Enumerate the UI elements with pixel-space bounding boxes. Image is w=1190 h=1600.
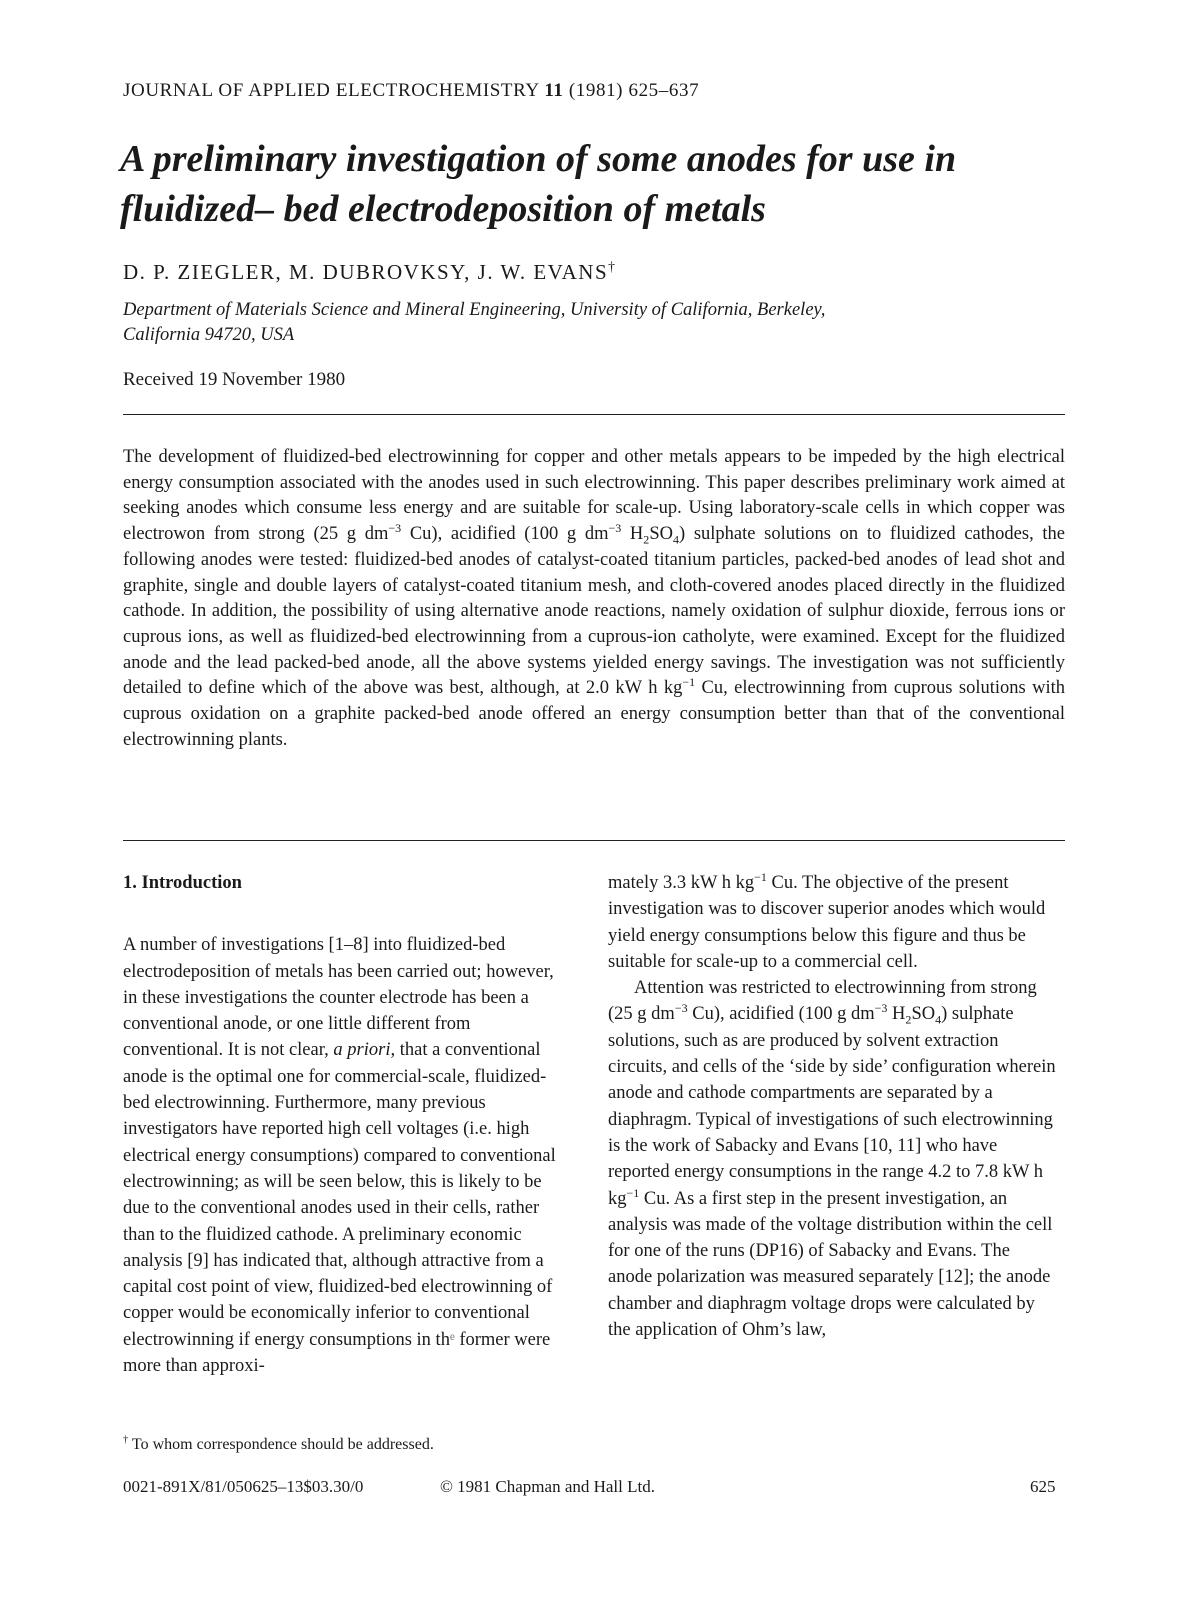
right-sup-4: −1: [626, 1185, 640, 1200]
journal-year-pages: (1981) 625–637: [568, 80, 700, 101]
abstract-text-1: The development of fluidized-bed electrowinning for copper and other metals appears to be impeded by the high electrical energy consumption associated with the anodes used in such electrowinning. This paper describes preliminary work aimed at seeking anodes which consume less energy and are suitable for scale-up. Using laboratory-scale cells in which copper was electrowon from strong (25 g dm: [123, 447, 1065, 545]
abstract-sub-2: 4: [672, 532, 679, 547]
intro-emphasis: a priori,: [333, 1040, 396, 1061]
footer-identifier: 0021-891X/81/050625–13$03.30/0: [123, 1477, 364, 1496]
author-names: D. P. ZIEGLER, M. DUBROVKSY, J. W. EVANS: [123, 260, 609, 284]
column-left: [123, 870, 571, 1379]
journal-header: [123, 80, 699, 102]
intro-paragraph-1: A number of investigations [1–8] into fluidized-bed electrodeposition of metals has been carried out; however, in these investigations the counter electrode has been a conventional anode, or one little different from conventional. It is not clear, a priori, that a conventional anode is the optimal one for commercial-scale, fluidized-bed electrowinning. Furthermore, many previous investigators have reported high cell voltages (i.e. high electrical energy consumptions) compared to conventional electrowinning; as will be seen below, this is likely to be due to the conventional anodes used in their cells, rather than to the fluidized cathode. A preliminary economic analysis [9] has indicated that, although attractive from a capital cost point of view, fluidized-bed electrowinning of copper would be economically inferior to conventional electrowinning if energy consumptions in thᵉ former were more than approxi-: [123, 935, 556, 1377]
right-text-1: mately 3.3 kW h kg: [608, 873, 755, 893]
abstract-sup-3: −1: [682, 675, 696, 690]
right-text-2: Cu. The objective of the present investigation was to discover superior anodes which would yield energy consumptions below this figure and thus be suitable for scale-up to a commercial cell.: [608, 873, 1046, 972]
received-date: Received 19 November 1980: [123, 369, 346, 390]
right-text-5: H: [887, 1004, 906, 1025]
affiliation-line-1: Department of Materials Science and Mineral Engineering, University of California, Berkeley,: [123, 300, 826, 320]
right-sup-3: −3: [874, 1001, 888, 1016]
abstract-sup-1: −3: [388, 520, 402, 535]
right-sub-2: 4: [935, 1013, 942, 1028]
abstract-sup-2: −3: [608, 520, 622, 535]
intro-text-3: former were more than approxi-: [123, 1329, 551, 1377]
intro-paragraph-2: [608, 975, 1056, 1343]
page-number: 625: [1030, 1477, 1056, 1496]
author-list: [123, 260, 616, 285]
intro-paragraph-1-cont: [608, 870, 1056, 975]
right-sub-1: 2: [905, 1013, 912, 1028]
author-dagger: †: [608, 259, 617, 274]
abstract-text-3: H: [621, 524, 644, 545]
title-line-2: fluidized– bed electrodeposition of metals: [120, 188, 766, 230]
journal-name: JOURNAL OF APPLIED ELECTROCHEMISTRY: [123, 80, 539, 101]
column-right: [608, 870, 1056, 1343]
right-text-7: ) sulphate solutions, such as are produced by solvent extraction circuits, and cells of the ‘side by side’ configuration wherein anode and cathode compartments are separated by a diaphragm. Typical of investigations of such electrowinning is the work of Sabacky and Evans [10, 11] who have reported energy consumptions in the range 4.2 to 7.8 kW h kg: [608, 1004, 1056, 1209]
intro-text-1: A number of investigations [1–8] into fluidized-bed electrodeposition of metals has been carried out; however, in these investigations the counter electrode has been a conventional anode, or one little different from conventional. It is not clear,: [123, 935, 554, 1061]
section-heading: 1. Introduction: [123, 873, 242, 893]
footer-copyright: © 1981 Chapman and Hall Ltd.: [440, 1477, 655, 1496]
right-sup-2: −3: [674, 1001, 688, 1016]
journal-volume: 11: [544, 80, 564, 101]
abstract-text-6: Cu, electrowinning from cuprous solutions with cuprous oxidation on a graphite packed-bed anode offered an energy consumption better than that of the conventional electrowinning plants.: [123, 678, 1065, 750]
divider-top: [123, 414, 1065, 415]
abstract: [123, 445, 1065, 753]
divider-bottom: [123, 840, 1065, 841]
abstract-text-4: SO: [649, 524, 673, 545]
abstract-text-5: ) sulphate solutions on to fluidized cathodes, the following anodes were tested: fluidized-bed anodes of catalyst-coated titanium particles, packed-bed anodes of lead shot and graphite, single and double layers of catalyst-coated titanium mesh, and cloth-covered anodes placed directly in the fluidized cathode. In addition, the possibility of using alternative anode reactions, namely oxidation of sulphur dioxide, ferrous ions or cuprous ions, as well as fluidized-bed electrowinning from a cuprous-ion catholyte, were examined. Except for the fluidized anode and the lead packed-bed anode, all the above systems yielded energy savings. The investigation was not sufficiently detailed to define which of the above was best, although, at 2.0 kW h kg: [123, 524, 1065, 699]
right-text-3: Attention was restricted to electrowinning from strong (25 g dm: [608, 978, 1037, 1025]
right-text-6: SO: [911, 1004, 936, 1025]
footnote: [123, 1436, 434, 1454]
affiliation-line-2: California 94720, USA: [123, 325, 295, 345]
abstract-sub-1: 2: [643, 532, 650, 547]
right-text-8: Cu. As a first step in the present investigation, an analysis was made of the voltage distribution within the cell for one of the runs (DP16) of Sabacky and Evans. The anode polarization was measured separately [12]; the anode chamber and diaphragm voltage drops were calculated by the application of Ohm’s law,: [608, 1188, 1053, 1341]
intro-text-2: that a conventional anode is the optimal one for commercial-scale, fluidized-bed electrowinning. Furthermore, many previous investigators have reported high cell voltages (i.e. high electrical energy consumptions) compared to conventional electrowinning; as will be seen below, this is likely to be due to the conventional anodes used in their cells, rather than to the fluidized cathode. A preliminary economic analysis [9] has indicated that, although attractive from a capital cost point of view, fluidized-bed electrowinning of copper would be economically inferior to conventional electrowinning if energy consumptions in th: [123, 1040, 556, 1350]
title-line-1: A preliminary investigation of some anodes for use in: [120, 138, 957, 180]
footnote-dagger: †: [123, 1434, 129, 1446]
right-sup-1: −1: [754, 869, 767, 884]
paper-title: [120, 134, 1080, 234]
affiliation: [123, 298, 1023, 348]
footnote-text: To whom correspondence should be addressed.: [128, 1436, 434, 1453]
right-text-4: Cu), acidified (100 g dm: [687, 1004, 875, 1025]
abstract-text-2: Cu), acidified (100 g dm: [401, 524, 609, 545]
